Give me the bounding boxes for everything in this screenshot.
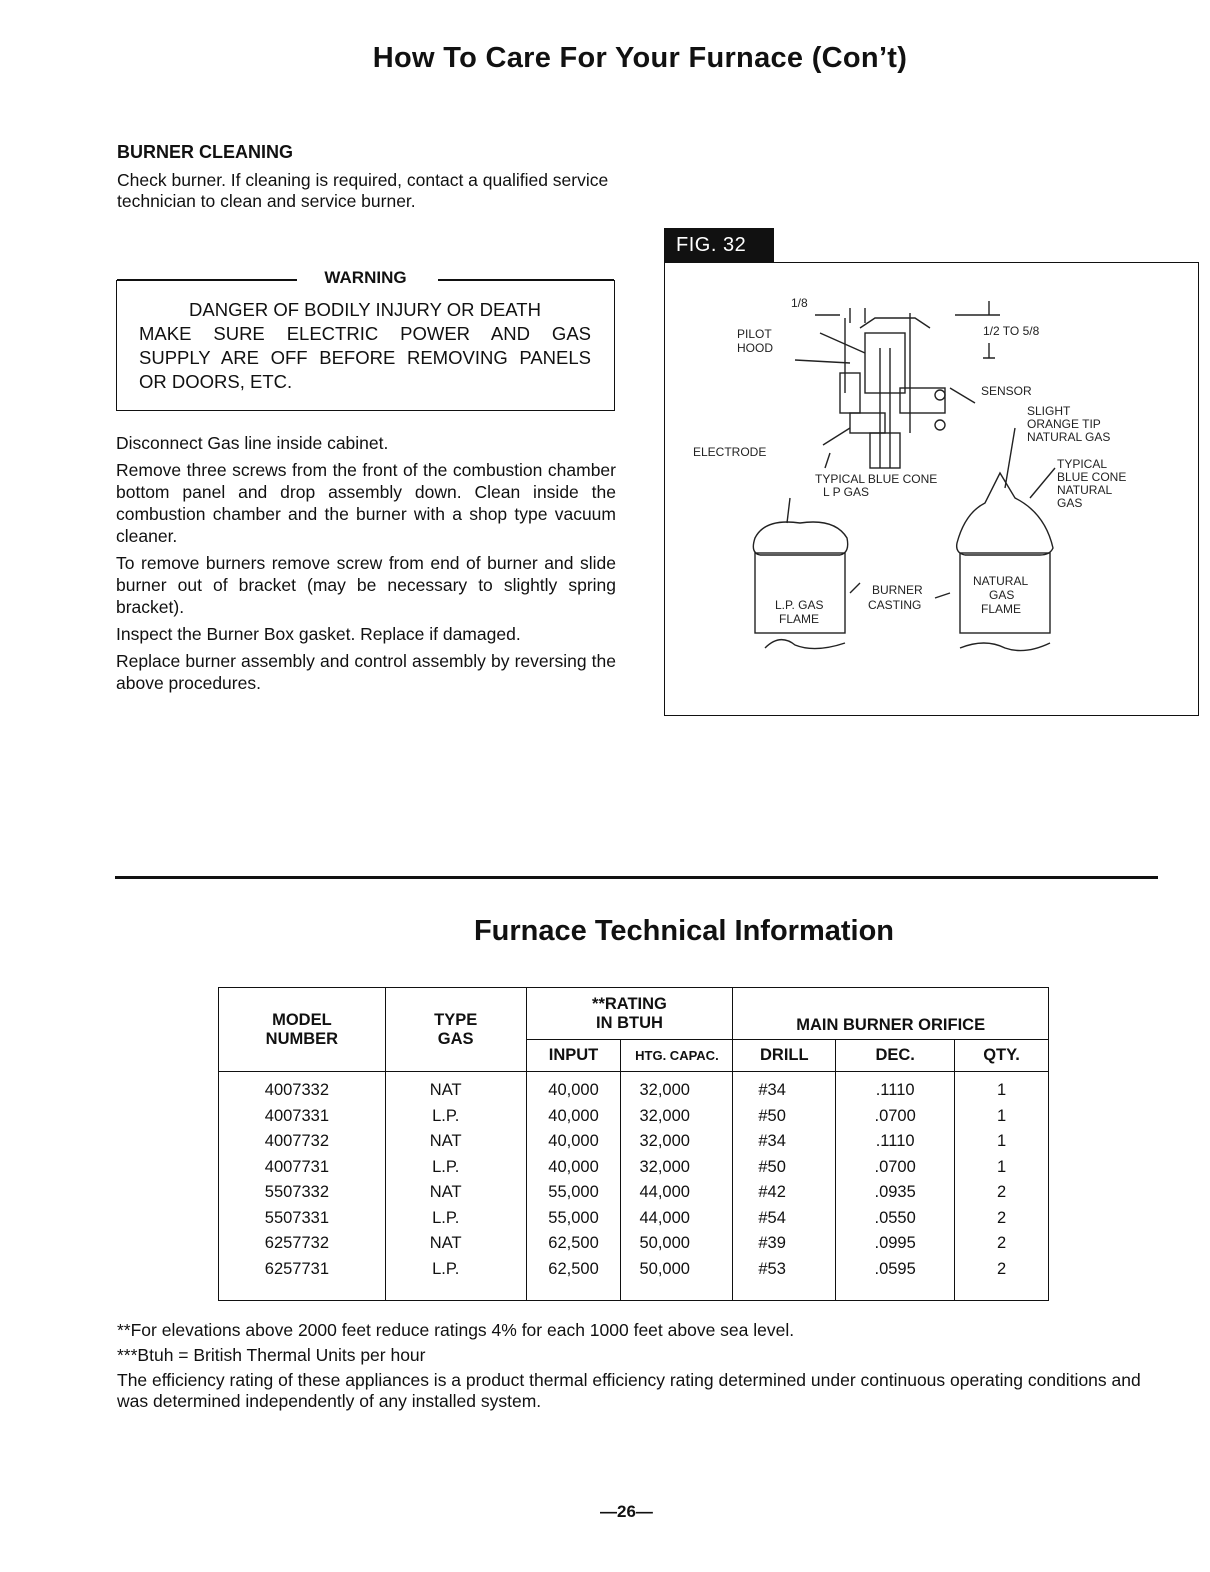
figure-box bbox=[664, 262, 1199, 716]
model-number-cell: 6257732 bbox=[219, 1231, 386, 1257]
qty-cell: 2 bbox=[955, 1180, 1049, 1206]
warning-line: OR DOORS, ETC. bbox=[139, 371, 293, 392]
footnote: ***Btuh = British Thermal Units per hour bbox=[117, 1345, 426, 1365]
intro-paragraph: Check burner. If cleaning is required, contact a qualified service technician to clean and service burner. bbox=[117, 170, 609, 211]
qty-cell: 2 bbox=[955, 1206, 1049, 1232]
type-gas-cell: L.P. bbox=[385, 1104, 526, 1130]
input-cell: 40,000 bbox=[526, 1104, 621, 1130]
model-number-cell: 4007331 bbox=[219, 1104, 386, 1130]
type-gas-cell: L.P. bbox=[385, 1257, 526, 1301]
flame-label: FLAME bbox=[779, 612, 820, 626]
drill-cell: #50 bbox=[733, 1104, 836, 1130]
step-paragraph: Replace burner assembly and control assembly by reversing the above procedures. bbox=[116, 651, 616, 693]
flame-label: FLAME bbox=[981, 602, 1022, 616]
table-row bbox=[219, 1155, 1049, 1181]
model-number-cell: 5507331 bbox=[219, 1206, 386, 1232]
drill-cell: #42 bbox=[733, 1180, 836, 1206]
section-heading: BURNER CLEANING bbox=[117, 142, 294, 162]
input-header: INPUT bbox=[526, 1040, 621, 1072]
flame-label: GAS bbox=[989, 588, 1015, 602]
warning-line: SUPPLY ARE OFF BEFORE REMOVING PANELS bbox=[139, 347, 591, 368]
htg-capac-cell: 44,000 bbox=[621, 1180, 733, 1206]
table-row bbox=[219, 1180, 1049, 1206]
callout-label: BLUE CONE bbox=[1057, 470, 1127, 484]
input-cell: 40,000 bbox=[526, 1155, 621, 1181]
type-gas-cell: L.P. bbox=[385, 1206, 526, 1232]
dimension-label: 1/8 bbox=[791, 296, 808, 310]
dec-cell: .0595 bbox=[836, 1257, 955, 1301]
step-paragraph: Remove three screws from the front of the combustion chamber bottom panel and drop assembly down. Clean inside the combustion chamber and the burner with a shop type vacuum cleaner. bbox=[116, 460, 616, 546]
footnote: **For elevations above 2000 feet reduce ratings 4% for each 1000 feet above sea level. bbox=[117, 1320, 795, 1340]
dec-cell: .1110 bbox=[836, 1072, 955, 1104]
burner-flame-diagram bbox=[665, 263, 1198, 715]
callout-label: L P GAS bbox=[823, 485, 870, 499]
dec-cell: .0550 bbox=[836, 1206, 955, 1232]
step-paragraph: To remove burners remove screw from end of burner and slide burner out of bracket (may be necessary to slightly spring bracket). bbox=[116, 553, 616, 617]
type-gas-cell: NAT bbox=[385, 1231, 526, 1257]
callout-label: NATURAL GAS bbox=[1027, 430, 1111, 444]
htg-capac-cell: 50,000 bbox=[621, 1257, 733, 1301]
callout-label: ORANGE TIP bbox=[1027, 417, 1101, 431]
drill-cell: #34 bbox=[733, 1072, 836, 1104]
qty-header: QTY. bbox=[955, 1040, 1049, 1072]
figure-label: FIG. 32 bbox=[664, 228, 774, 262]
model-number-cell: 6257731 bbox=[219, 1257, 386, 1301]
input-cell: 55,000 bbox=[526, 1180, 621, 1206]
callout-label: TYPICAL BLUE CONE bbox=[815, 472, 938, 486]
type-gas-cell: NAT bbox=[385, 1072, 526, 1104]
table-row bbox=[219, 1257, 1049, 1301]
warning-label: WARNING bbox=[117, 268, 614, 288]
input-cell: 40,000 bbox=[526, 1072, 621, 1104]
drill-header: DRILL bbox=[733, 1040, 836, 1072]
procedure-steps bbox=[116, 432, 616, 699]
tech-info-title: Furnace Technical Information bbox=[473, 915, 895, 947]
warning-line: DANGER OF BODILY INJURY OR DEATH bbox=[189, 299, 541, 320]
qty-cell: 1 bbox=[955, 1104, 1049, 1130]
qty-cell: 2 bbox=[955, 1231, 1049, 1257]
warning-text bbox=[139, 298, 591, 394]
model-number-cell: 4007332 bbox=[219, 1072, 386, 1104]
dec-header: DEC. bbox=[836, 1040, 955, 1072]
electrode-label: ELECTRODE bbox=[693, 445, 767, 459]
flame-label: NATURAL bbox=[973, 574, 1029, 588]
model-number-header: MODEL NUMBER bbox=[219, 988, 386, 1072]
input-cell: 62,500 bbox=[526, 1231, 621, 1257]
type-gas-cell: NAT bbox=[385, 1129, 526, 1155]
model-number-cell: 5507332 bbox=[219, 1180, 386, 1206]
callout-label: GAS bbox=[1057, 496, 1083, 510]
table-row bbox=[219, 1129, 1049, 1155]
htg-capac-header: HTG. CAPAC. bbox=[621, 1040, 733, 1072]
qty-cell: 1 bbox=[955, 1129, 1049, 1155]
callout-label: TYPICAL bbox=[1057, 457, 1108, 471]
hood-label: HOOD bbox=[737, 341, 773, 355]
table-row bbox=[219, 1206, 1049, 1232]
table-row bbox=[219, 1104, 1049, 1130]
htg-capac-cell: 50,000 bbox=[621, 1231, 733, 1257]
page-title: How To Care For Your Furnace (Con’t) bbox=[372, 42, 908, 74]
page-number: —26— bbox=[600, 1502, 653, 1521]
dec-cell: .0700 bbox=[836, 1155, 955, 1181]
input-cell: 62,500 bbox=[526, 1257, 621, 1301]
htg-capac-cell: 32,000 bbox=[621, 1104, 733, 1130]
htg-capac-cell: 44,000 bbox=[621, 1206, 733, 1232]
htg-capac-cell: 32,000 bbox=[621, 1129, 733, 1155]
section-divider bbox=[115, 876, 1158, 879]
warning-box bbox=[116, 268, 615, 411]
table-row bbox=[219, 1231, 1049, 1257]
type-gas-cell: L.P. bbox=[385, 1155, 526, 1181]
furnace-spec-table bbox=[218, 987, 1049, 1301]
type-gas-cell: NAT bbox=[385, 1180, 526, 1206]
model-number-cell: 4007732 bbox=[219, 1129, 386, 1155]
drill-cell: #53 bbox=[733, 1257, 836, 1301]
drill-cell: #34 bbox=[733, 1129, 836, 1155]
casting-label: CASTING bbox=[868, 598, 922, 612]
footnote: The efficiency rating of these appliances is a product thermal efficiency rating determined under continuous operating conditions and was determined independently of any installed system. bbox=[117, 1370, 1141, 1411]
model-number-cell: 4007731 bbox=[219, 1155, 386, 1181]
htg-capac-cell: 32,000 bbox=[621, 1155, 733, 1181]
drill-cell: #50 bbox=[733, 1155, 836, 1181]
callout-label: NATURAL bbox=[1057, 483, 1113, 497]
dimension-label: 1/2 TO 5/8 bbox=[983, 324, 1040, 338]
step-paragraph: Inspect the Burner Box gasket. Replace if damaged. bbox=[116, 624, 521, 644]
htg-capac-cell: 32,000 bbox=[621, 1072, 733, 1104]
input-cell: 40,000 bbox=[526, 1129, 621, 1155]
burner-label: BURNER bbox=[872, 583, 923, 597]
callout-label: SLIGHT bbox=[1027, 404, 1071, 418]
dec-cell: .1110 bbox=[836, 1129, 955, 1155]
pilot-label: PILOT bbox=[737, 327, 772, 341]
step-paragraph: Disconnect Gas line inside cabinet. bbox=[116, 433, 389, 453]
warning-line: MAKE SURE ELECTRIC POWER AND GAS bbox=[139, 323, 591, 344]
orifice-header: MAIN BURNER ORIFICE bbox=[733, 988, 1049, 1040]
dec-cell: .0995 bbox=[836, 1231, 955, 1257]
input-cell: 55,000 bbox=[526, 1206, 621, 1232]
pilot-body-shape bbox=[865, 333, 905, 393]
type-gas-header: TYPE GAS bbox=[385, 988, 526, 1072]
drill-cell: #54 bbox=[733, 1206, 836, 1232]
dec-cell: .0700 bbox=[836, 1104, 955, 1130]
qty-cell: 1 bbox=[955, 1072, 1049, 1104]
drill-cell: #39 bbox=[733, 1231, 836, 1257]
rating-header: **RATING IN BTUH bbox=[526, 988, 733, 1040]
dec-cell: .0935 bbox=[836, 1180, 955, 1206]
sensor-label: SENSOR bbox=[981, 384, 1032, 398]
qty-cell: 1 bbox=[955, 1155, 1049, 1181]
table-row bbox=[219, 1072, 1049, 1104]
qty-cell: 2 bbox=[955, 1257, 1049, 1301]
footnotes bbox=[117, 1320, 1162, 1416]
flame-label: L.P. GAS bbox=[775, 598, 824, 612]
